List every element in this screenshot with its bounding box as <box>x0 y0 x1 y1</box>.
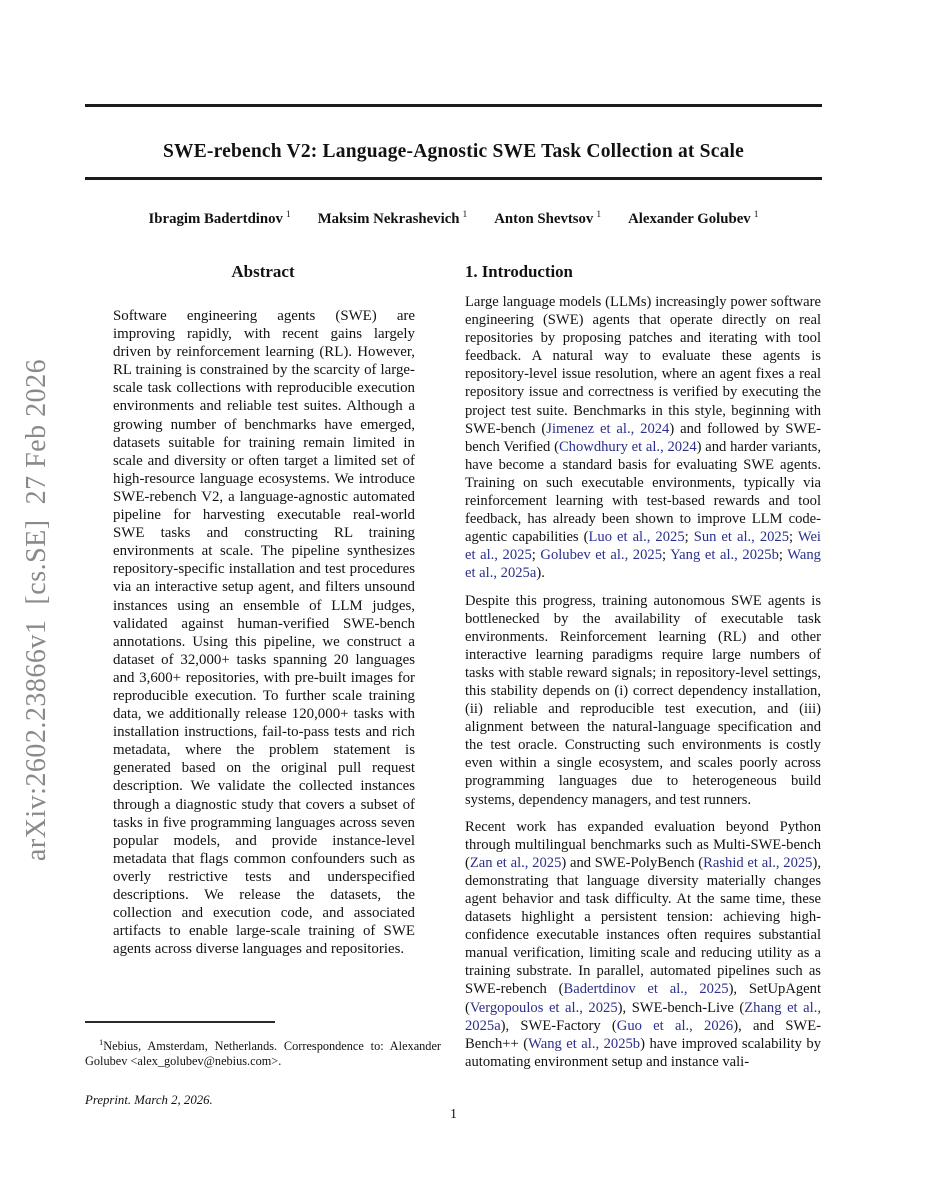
author-name: Ibragim Badertdinov <box>148 210 283 227</box>
author-affiliation-mark: 1 <box>596 210 602 220</box>
citation-link[interactable]: Rashid et al., 2025 <box>703 854 813 871</box>
text-run: ; <box>789 529 798 546</box>
title-rule-bottom <box>85 177 822 180</box>
text-run: ), SWE-Factory ( <box>500 1017 617 1034</box>
body-paragraph <box>465 293 821 583</box>
author-name: Alexander Golubev <box>628 210 751 227</box>
author-affiliation-mark: 1 <box>753 210 759 220</box>
citation-link[interactable]: Zan et al., 2025 <box>469 854 562 871</box>
text-run: ), SetUpAgent ( <box>465 981 821 1016</box>
text-run: ) and followed by SWE-bench Verified ( <box>465 420 821 455</box>
citation-link[interactable]: Luo et al., 2025 <box>588 529 685 546</box>
text-run: Large language models (LLMs) increasingly power software engineering (SWE) agents that operate directly on real repositories by proposing patches and iterating with tool feedback. A natural way to evaluate these agents is repository-level issue resolution, where an agent fixes a real repository issue and correctness is verified by executing the project test suite. Benchmarks in this style, beginning with SWE-bench ( <box>465 294 821 437</box>
citation-link[interactable]: Guo et al., 2026 <box>616 1017 734 1034</box>
citation-link[interactable]: Sun et al., 2025 <box>693 529 790 546</box>
arxiv-watermark: arXiv:2602.23866v1 [cs.SE] 27 Feb 2026 <box>21 358 52 862</box>
author-name: Maksim Nekrashevich <box>317 210 460 227</box>
text-run: Recent work has expanded evaluation beyond Python through multilingual benchmarks such as Multi-SWE-bench ( <box>465 818 821 871</box>
text-run: ), SWE-bench-Live ( <box>617 999 745 1016</box>
author-affiliation-mark: 1 <box>285 210 291 220</box>
text-run: ; <box>778 547 788 564</box>
author <box>318 210 468 228</box>
text-run: ; <box>662 547 671 564</box>
text-run: ) and SWE-PolyBench ( <box>561 854 704 871</box>
author-affiliation-mark: 1 <box>462 210 468 220</box>
author-name: Anton Shevtsov <box>494 210 594 227</box>
abstract-text: Software engineering agents (SWE) are improving rapidly, with recent gains largely driven by reinforcement learning (RL). However, RL training is constrained by the scarcity of large-scale task collections with reproducible execution environments and reliable test suites. Although a growing number of benchmarks have emerged, datasets suitable for training remain limited in scale and diversity or often target a limited set of high-resource language ecosystems. We introduce SWE-rebench V2, a language-agnostic automated pipeline for harvesting executable real-world SWE tasks and constructing RL training environments at scale. The pipeline synthesizes repository-specific installation and test procedures via an interactive setup agent, and filters unsound instances using an ensemble of LLM judges, validated against human-verified SWE-bench annotations. Using this pipeline, we construct a dataset of 32,000+ tasks spanning 20 languages and 3,600+ repositories, with pre-built images for reproducible execution. To further scale training data, we additionally release 120,000+ tasks with installation instructions, fail-to-pass tests and rich metadata, where the problem statement is generated based on the original pull request description. We validate the collected instances through a diagnostic study that covers a subset of tasks in five programming languages across seven popular models, and provide instance-level metadata that flags common confounders such as overly restrictive tests and underspecified descriptions. We release the datasets, the collection and execution code, and associated artifacts to enable large-scale training of SWE agents across diverse languages and repositories. <box>113 308 415 958</box>
author <box>628 210 758 228</box>
paper-title: SWE-rebench V2: Language-Agnostic SWE Task Collection at Scale <box>162 141 745 163</box>
text-run: Despite this progress, training autonomous SWE agents is bottlenecked by the availability of executable task environments. Reinforcement learning (RL) and other interactive learning paradigms require large numbers of tasks with stable reward signals; in repository-level settings, this stability depends on (i) correct dependency installation, (ii) reliable and reproducible test execution, and (iii) alignment between the natural-language specification and the test oracle. Constructing such environments is costly even within a single ecosystem, and scales poorly across programming languages due to heterogeneous build systems, dependency managers, and test runners. <box>465 592 821 808</box>
body-paragraph <box>465 592 821 809</box>
citation-link[interactable]: Golubev et al., 2025 <box>540 547 662 564</box>
citation-link[interactable]: Wang et al., 2025a <box>465 547 821 582</box>
body-paragraph <box>465 818 821 1071</box>
right-column <box>465 262 821 1077</box>
page-number: 1 <box>450 1107 457 1122</box>
footnote-text <box>85 1035 441 1070</box>
citation-link[interactable]: Vergopoulos et al., 2025 <box>469 999 618 1016</box>
text-run: ), and SWE-Bench++ ( <box>465 1017 821 1052</box>
text-run: ), demonstrating that language diversity materially changes agent behavior and task difficulty. At the same time, these datasets highlight a persistent tension: achieving high-confidence executable instances often requires substantial manual verification, limiting scale and reducing utility as a training substrate. In parallel, automated pipelines such as SWE-rebench ( <box>465 854 821 998</box>
author-list <box>85 210 822 228</box>
text-run: ). <box>536 565 545 582</box>
text-run: ) have improved scalability by automating environment setup and instance vali- <box>465 1035 821 1070</box>
citation-link[interactable]: Zhang et al., 2025a <box>465 999 821 1034</box>
footnote-rule <box>85 1021 275 1023</box>
citation-link[interactable]: Wei et al., 2025 <box>465 529 821 564</box>
left-column <box>85 262 441 958</box>
abstract-heading: Abstract <box>231 262 295 281</box>
introduction-heading: 1. Introduction <box>465 262 573 281</box>
preprint-note: Preprint. March 2, 2026. <box>85 1092 213 1107</box>
citation-link[interactable]: Chowdhury et al., 2024 <box>558 438 697 455</box>
footnote-marker: 1 <box>99 1036 104 1047</box>
text-run: ; <box>531 547 541 564</box>
text-run: ) and harder variants, have become a standard basis for evaluating SWE agents. Training on such executable environments, typically via reinforcement learning with test-based rewards and tool feedback, has already been shown to improve LLM code-agentic capabilities ( <box>465 438 821 546</box>
footnote-block <box>85 1021 441 1082</box>
citation-link[interactable]: Badertdinov et al., 2025 <box>563 981 729 998</box>
citation-link[interactable]: Jimenez et al., 2024 <box>546 420 670 437</box>
text-run: Nebius, Amsterdam, Netherlands. Correspondence to: Alexander Golubev <alex_golubev@nebius.com>. <box>85 1038 441 1069</box>
citation-link[interactable]: Wang et al., 2025b <box>528 1035 641 1052</box>
author <box>494 210 601 228</box>
text-run: ; <box>684 529 694 546</box>
citation-link[interactable]: Yang et al., 2025b <box>670 547 779 564</box>
introduction-body <box>465 293 821 1071</box>
title-rule-top <box>85 104 822 107</box>
author <box>149 210 291 228</box>
